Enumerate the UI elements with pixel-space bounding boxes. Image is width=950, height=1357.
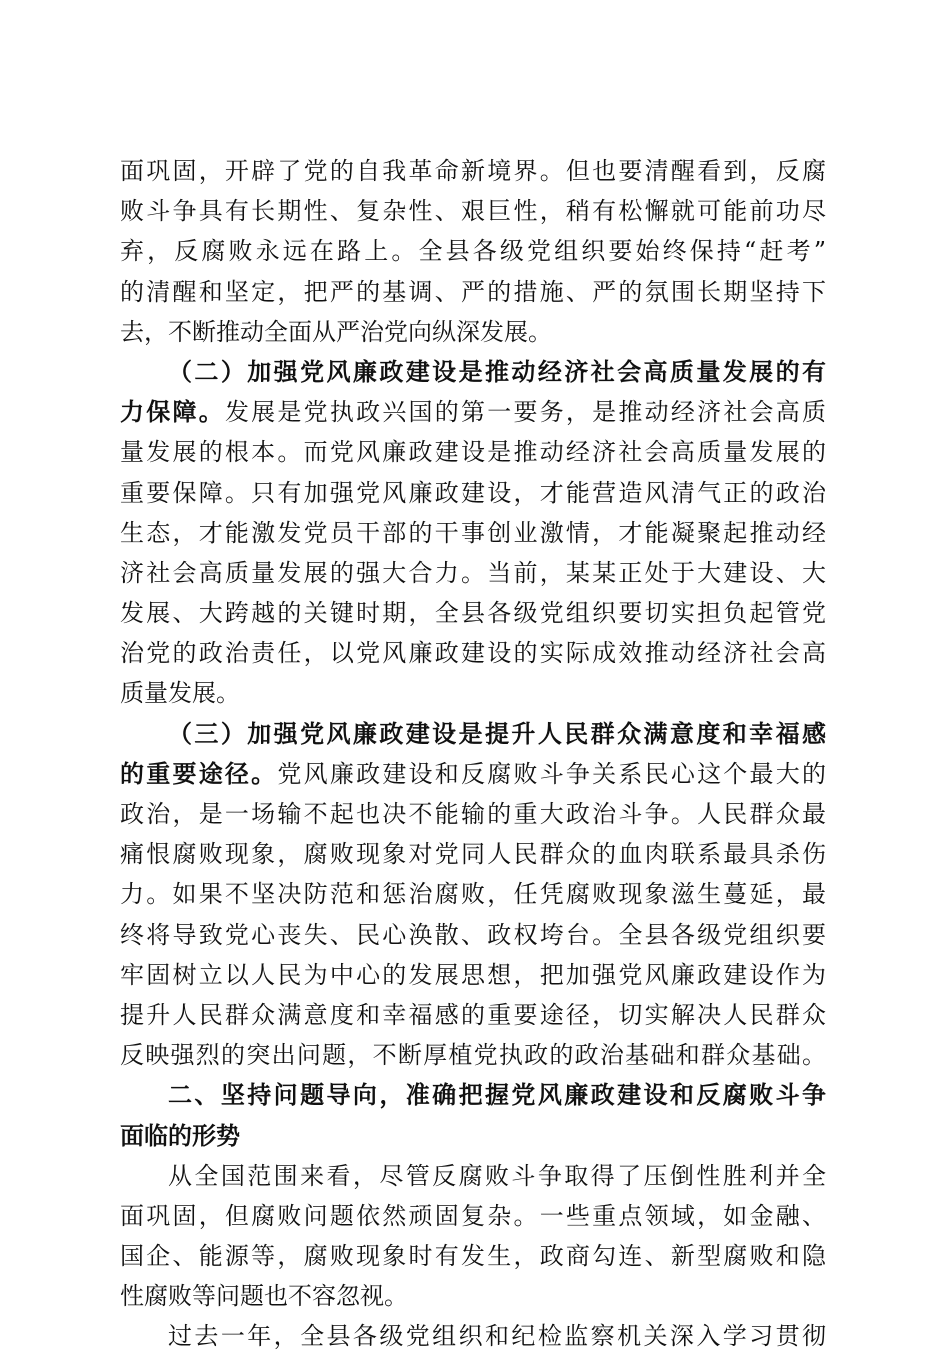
text-line: 终将导致党心丧失、民心涣散、政权垮台。全县各级党组织要 [120, 920, 826, 949]
text-line: 从全国范围来看，尽管反腐败斗争取得了压倒性胜利并全 [168, 1161, 826, 1190]
text-run: 党风廉政建设和反腐败斗争关系民心这个最大的 [277, 759, 826, 788]
text-line: 济社会高质量发展的强大合力。当前，某某正处于大建设、大 [120, 558, 826, 587]
text-line: 败斗争具有长期性、复杂性、艰巨性，稍有松懈就可能前功尽 [120, 197, 826, 226]
text-line: 弃，反腐败永远在路上。全县各级党组织要始终保持“赶考” [120, 237, 826, 266]
text-line: 性腐败等问题也不容忽视。 [120, 1282, 408, 1311]
paragraph-1 [120, 151, 826, 352]
text-line: 政治，是一场输不起也决不能输的重大政治斗争。人民群众最 [120, 800, 826, 828]
subsection-heading-2: （二）加强党风廉政建设是推动经济社会高质量发展的有 [168, 356, 826, 386]
text-line: 面巩固，开辟了党的自我革命新境界。但也要清醒看到，反腐 [120, 157, 826, 185]
text-line: 面巩固，但腐败问题依然顽固复杂。一些重点领域，如金融、 [120, 1201, 826, 1230]
subsection-heading-2-end: 力保障。 [120, 397, 225, 427]
document-body [120, 151, 826, 1357]
text-line: 痛恨腐败现象，腐败现象对党同人民群众的血肉联系最具杀伤 [120, 840, 826, 869]
text-line: 提升人民群众满意度和幸福感的重要途径，切实解决人民群众 [120, 1000, 826, 1029]
paragraph-4 [120, 1156, 826, 1317]
text-line: 去，不断推动全面从严治党向纵深发展。 [120, 317, 552, 346]
text-line [120, 754, 826, 794]
text-line: 国企、能源等，腐败现象时有发生，政商勾连、新型腐败和隐 [120, 1242, 826, 1271]
paragraph-5 [120, 1316, 826, 1356]
text-line: 反映强烈的突出问题，不断厚植党执政的政治基础和群众基础。 [120, 1041, 826, 1070]
text-line: 治党的政治责任，以党风廉政建设的实际成效推动经济社会高 [120, 639, 826, 668]
text-line: 过去一年，全县各级党组织和纪检监察机关深入学习贯彻 [168, 1322, 826, 1351]
section-heading-2 [120, 1075, 826, 1155]
text-line: 量发展的根本。而党风廉政建设是推动经济社会高质量发展的 [120, 438, 826, 467]
subsection-heading-3-end: 的重要途径。 [120, 758, 278, 788]
paragraph-3 [120, 714, 826, 1076]
text-line: 牢固树立以人民为中心的发展思想，把加强党风廉政建设作为 [120, 960, 826, 989]
text-line: 发展、大跨越的关键时期，全县各级党组织要切实担负起管党 [120, 599, 826, 628]
subsection-heading-3: （三）加强党风廉政建设是提升人民群众满意度和幸福感 [168, 718, 826, 748]
text-line [120, 392, 826, 432]
text-line: 质量发展。 [120, 679, 240, 708]
text-line: 的清醒和坚定，把严的基调、严的措施、严的氛围长期坚持下 [120, 277, 826, 306]
section-heading-line: 面临的形势 [120, 1121, 240, 1150]
text-line: 重要保障。只有加强党风廉政建设，才能营造风清气正的政治 [120, 478, 826, 507]
text-line: 力。如果不坚决防范和惩治腐败，任凭腐败现象滋生蔓延，最 [120, 880, 826, 909]
text-line: 生态，才能激发党员干部的干事创业激情，才能凝聚起推动经 [120, 518, 826, 547]
text-run: 发展是党执政兴国的第一要务，是推动经济社会高质 [224, 398, 826, 427]
section-heading-line: 二、坚持问题导向，准确把握党风廉政建设和反腐败斗争 [168, 1081, 826, 1110]
paragraph-2 [120, 352, 826, 714]
